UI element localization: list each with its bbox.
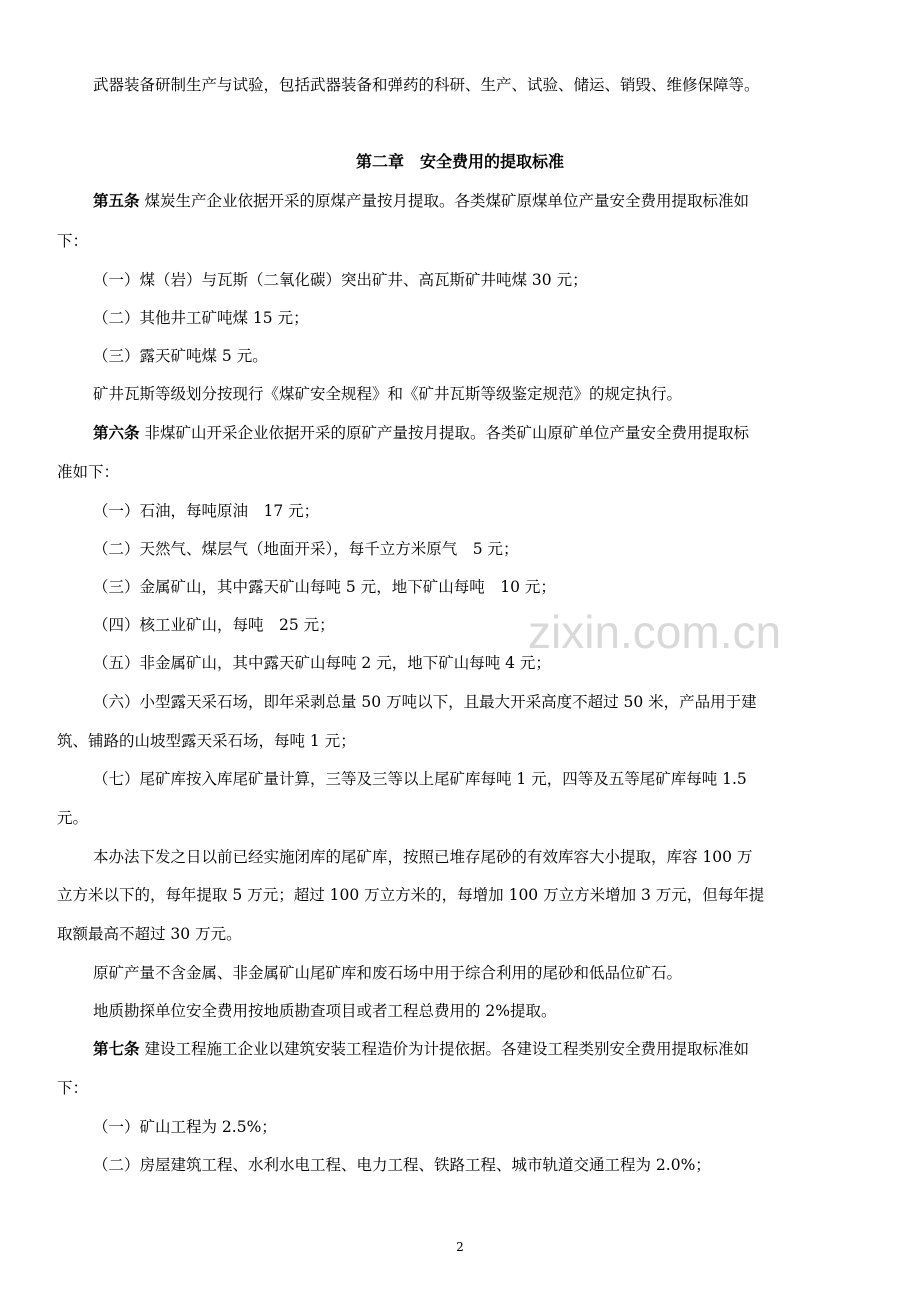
article-5-item-3: （三）露天矿吨煤 5 元。 <box>93 347 268 365</box>
article-6-item-3: （三）金属矿山，其中露天矿山每吨 5 元，地下矿山每吨 10 元； <box>93 578 556 596</box>
article-7-line-2: 下： <box>57 1079 89 1097</box>
article-5-line-1 <box>93 186 893 216</box>
article-5-note: 矿井瓦斯等级划分按现行《煤矿安全规程》和《矿井瓦斯等级鉴定规范》的规定执行。 <box>93 385 683 403</box>
article-6-item-6-line-2: 筑、铺路的山坡型露天采石场，每吨 1 元； <box>57 732 356 750</box>
article-7-label: 第七条 <box>93 1039 140 1058</box>
article-5-label: 第五条 <box>93 191 140 210</box>
article-6-label: 第六条 <box>93 423 140 442</box>
paragraph-line: 武器装备研制生产与试验，包括武器装备和弹药的科研、生产、试验、储运、销毁、维修保障等。 <box>93 76 760 94</box>
article-5-line-2: 下： <box>57 232 89 250</box>
closed-tailings-line-3: 取额最高不超过 30 万元。 <box>57 925 242 943</box>
article-6-item-1: （一）石油，每吨原油 17 元； <box>93 502 320 520</box>
closed-tailings-line-2: 立方米以下的，每年提取 5 万元；超过 100 万立方米的，每增加 100 万立方米增加 3 万元，但每年提 <box>57 886 765 904</box>
article-6-text: 非煤矿山开采企业依据开采的原矿产量按月提取。各类矿山原矿单位产量安全费用提取标 <box>144 424 749 442</box>
article-6-item-7-line-1: （七）尾矿库按入库尾矿量计算，三等及三等以上尾矿库每吨 1 元，四等及五等尾矿库每吨 1.5 <box>93 770 747 788</box>
article-6-item-2: （二）天然气、煤层气（地面开采），每千立方米原气 5 元； <box>93 540 519 558</box>
article-6-item-5: （五）非金属矿山，其中露天矿山每吨 2 元，地下矿山每吨 4 元； <box>93 654 551 672</box>
article-5-item-2: （二）其他井工矿吨煤 15 元； <box>93 309 309 327</box>
raw-ore-paragraph: 原矿产量不含金属、非金属矿山尾矿库和废石场中用于综合利用的尾砂和低品位矿石。 <box>93 964 683 982</box>
geology-paragraph: 地质勘探单位安全费用按地质勘查项目或者工程总费用的 2%提取。 <box>93 1002 557 1020</box>
article-6-item-7-line-2: 元。 <box>57 809 89 827</box>
closed-tailings-line-1: 本办法下发之日以前已经实施闭库的尾矿库，按照已堆存尾砂的有效库容大小提取，库容 100 万 <box>93 848 753 866</box>
article-5-text: 煤炭生产企业依据开采的原煤产量按月提取。各类煤矿原煤单位产量安全费用提取标准如 <box>144 192 749 210</box>
article-7-line-1 <box>93 1034 893 1064</box>
article-6-item-4: （四）核工业矿山，每吨 25 元； <box>93 616 335 634</box>
watermark: zixin.com.cn <box>528 606 782 658</box>
article-6-line-2: 准如下： <box>57 463 120 481</box>
page-number: 2 <box>456 1240 464 1254</box>
article-7-item-1: （一）矿山工程为 2.5%； <box>93 1118 277 1136</box>
article-7-item-2: （二）房屋建筑工程、水利水电工程、电力工程、铁路工程、城市轨道交通工程为 2.0%； <box>93 1156 711 1174</box>
chapter-heading: 第二章 安全费用的提取标准 <box>355 152 564 171</box>
article-5-item-1: （一）煤（岩）与瓦斯（二氧化碳）突出矿井、高瓦斯矿井吨煤 30 元； <box>93 271 588 289</box>
article-6-line-1 <box>93 418 893 448</box>
article-6-item-6-line-1: （六）小型露天采石场，即年采剥总量 50 万吨以下，且最大开采高度不超过 50 米，产品用于建 <box>93 693 757 711</box>
article-7-text: 建设工程施工企业以建筑安装工程造价为计提依据。各建设工程类别安全费用提取标准如 <box>144 1040 749 1058</box>
